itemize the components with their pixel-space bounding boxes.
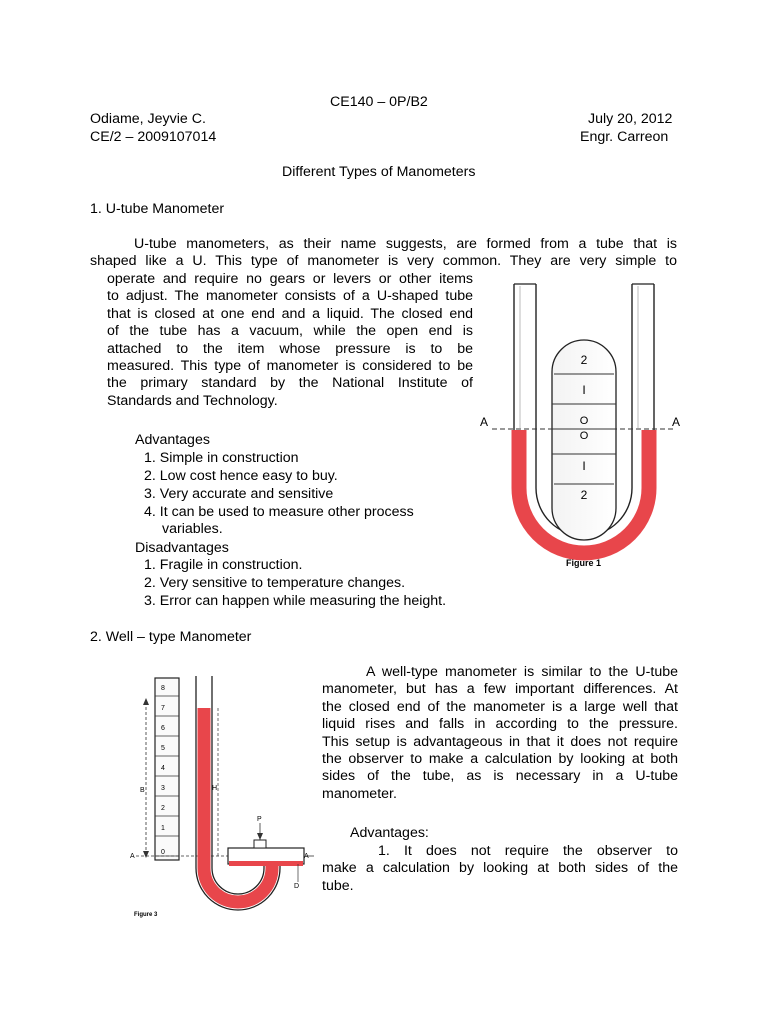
scale-label: 2	[580, 353, 588, 367]
para-line: attached to the item whose pressure is to be	[107, 340, 473, 357]
para-line: that is closed at one end and a liquid. The closed end	[107, 305, 473, 322]
para-line: to adjust. The manometer consists of a U-shaped tube	[107, 288, 473, 305]
para-line: the closed end of the manometer is a large well that	[322, 698, 678, 715]
scale-label: 3	[161, 785, 165, 792]
list-item: 1. Fragile in construction.	[144, 557, 303, 573]
para-line: the primary standard by the National Institute of	[107, 375, 473, 392]
student-name: Odiame, Jeyvie C.	[90, 111, 206, 127]
para-line: A well-type manometer is similar to the U-tube	[366, 664, 678, 680]
scale-label: 2	[161, 805, 165, 812]
label-d: D	[294, 883, 300, 890]
list-item: 1. Simple in construction	[144, 450, 299, 466]
list-item: variables.	[162, 521, 223, 537]
section2-paragraph	[322, 664, 678, 803]
scale-label: O	[579, 415, 589, 427]
label-p: P	[257, 816, 262, 823]
advantages-label: Advantages	[135, 432, 210, 448]
course-code: CE140 – 0P/B2	[330, 94, 428, 110]
section2-heading: 2. Well – type Manometer	[90, 629, 252, 645]
label-a-left: A	[480, 415, 489, 429]
para-line: operate and require no gears or levers or other items	[107, 271, 473, 287]
scale-label: 7	[161, 705, 165, 712]
scale-label: O	[579, 430, 589, 442]
para-line: the observer to make a calculation by looking at both	[322, 750, 678, 767]
section1-heading: 1. U-tube Manometer	[90, 201, 225, 217]
section1-paragraph-top	[90, 236, 677, 271]
section2-advantage-item	[322, 843, 678, 895]
label-b: B	[140, 787, 145, 794]
para-line: This setup is advantageous in that it does not require	[322, 733, 678, 750]
list-item: 2. Low cost hence easy to buy.	[144, 468, 338, 484]
para-line: manometer.	[322, 785, 397, 802]
figure-caption: Figure 3	[134, 912, 158, 918]
u-tube-figure	[476, 278, 692, 578]
section2-advantages-label: Advantages:	[350, 825, 429, 841]
para-line: of the tube has a vacuum, while the open end is	[107, 323, 473, 340]
scale-label: I	[582, 383, 586, 397]
list-item: 2. Very sensitive to temperature changes.	[144, 575, 406, 591]
instructor: Engr. Carreon	[580, 129, 669, 145]
scale-label: I	[582, 459, 586, 473]
label-a-right: A	[672, 415, 681, 429]
list-item: 3. Error can happen while measuring the height.	[144, 593, 447, 609]
student-id: CE/2 – 2009107014	[90, 129, 217, 145]
label-a-right: A	[304, 853, 309, 860]
well-liquid	[229, 861, 303, 866]
well-type-figure	[128, 668, 324, 926]
para-line: manometer, but has a few important differences. At	[322, 681, 678, 698]
list-item: 4. It can be used to measure other process	[144, 504, 414, 520]
list-item: 3. Very accurate and sensitive	[144, 486, 334, 502]
label-h: H	[212, 785, 218, 792]
scale-label: 1	[161, 825, 165, 832]
section1-paragraph-wrap	[107, 271, 473, 410]
scale-label: 2	[580, 488, 588, 502]
scale-label: 4	[161, 765, 165, 772]
scale-label: 5	[161, 745, 165, 752]
scale-board	[155, 678, 179, 860]
para-line: make a calculation by looking at both sides of the	[322, 860, 678, 877]
figure-caption: Figure 1	[566, 558, 602, 568]
date: July 20, 2012	[588, 111, 673, 127]
para-line: shaped like a U. This type of manometer is very common. They are very simple to	[90, 253, 677, 270]
disadvantages-label: Disadvantages	[135, 540, 229, 556]
para-line: U-tube manometers, as their name suggests, are formed from a tube that is	[134, 236, 677, 252]
scale-label: 8	[161, 685, 165, 692]
liquid	[204, 708, 272, 902]
scale-label: 0	[161, 849, 165, 856]
para-line: measured. This type of manometer is considered to be	[107, 357, 473, 374]
para-line: Standards and Technology.	[107, 392, 278, 409]
para-line: liquid rises and falls in according to the pressure.	[322, 716, 678, 733]
para-line: sides of the tube, as is necessary in a U-tube	[322, 768, 678, 785]
scale-label: 6	[161, 725, 165, 732]
para-line: tube.	[322, 877, 354, 894]
para-line: 1. It does not require the observer to	[378, 843, 678, 859]
page-title: Different Types of Manometers	[282, 164, 476, 180]
label-a-left: A	[130, 853, 135, 860]
